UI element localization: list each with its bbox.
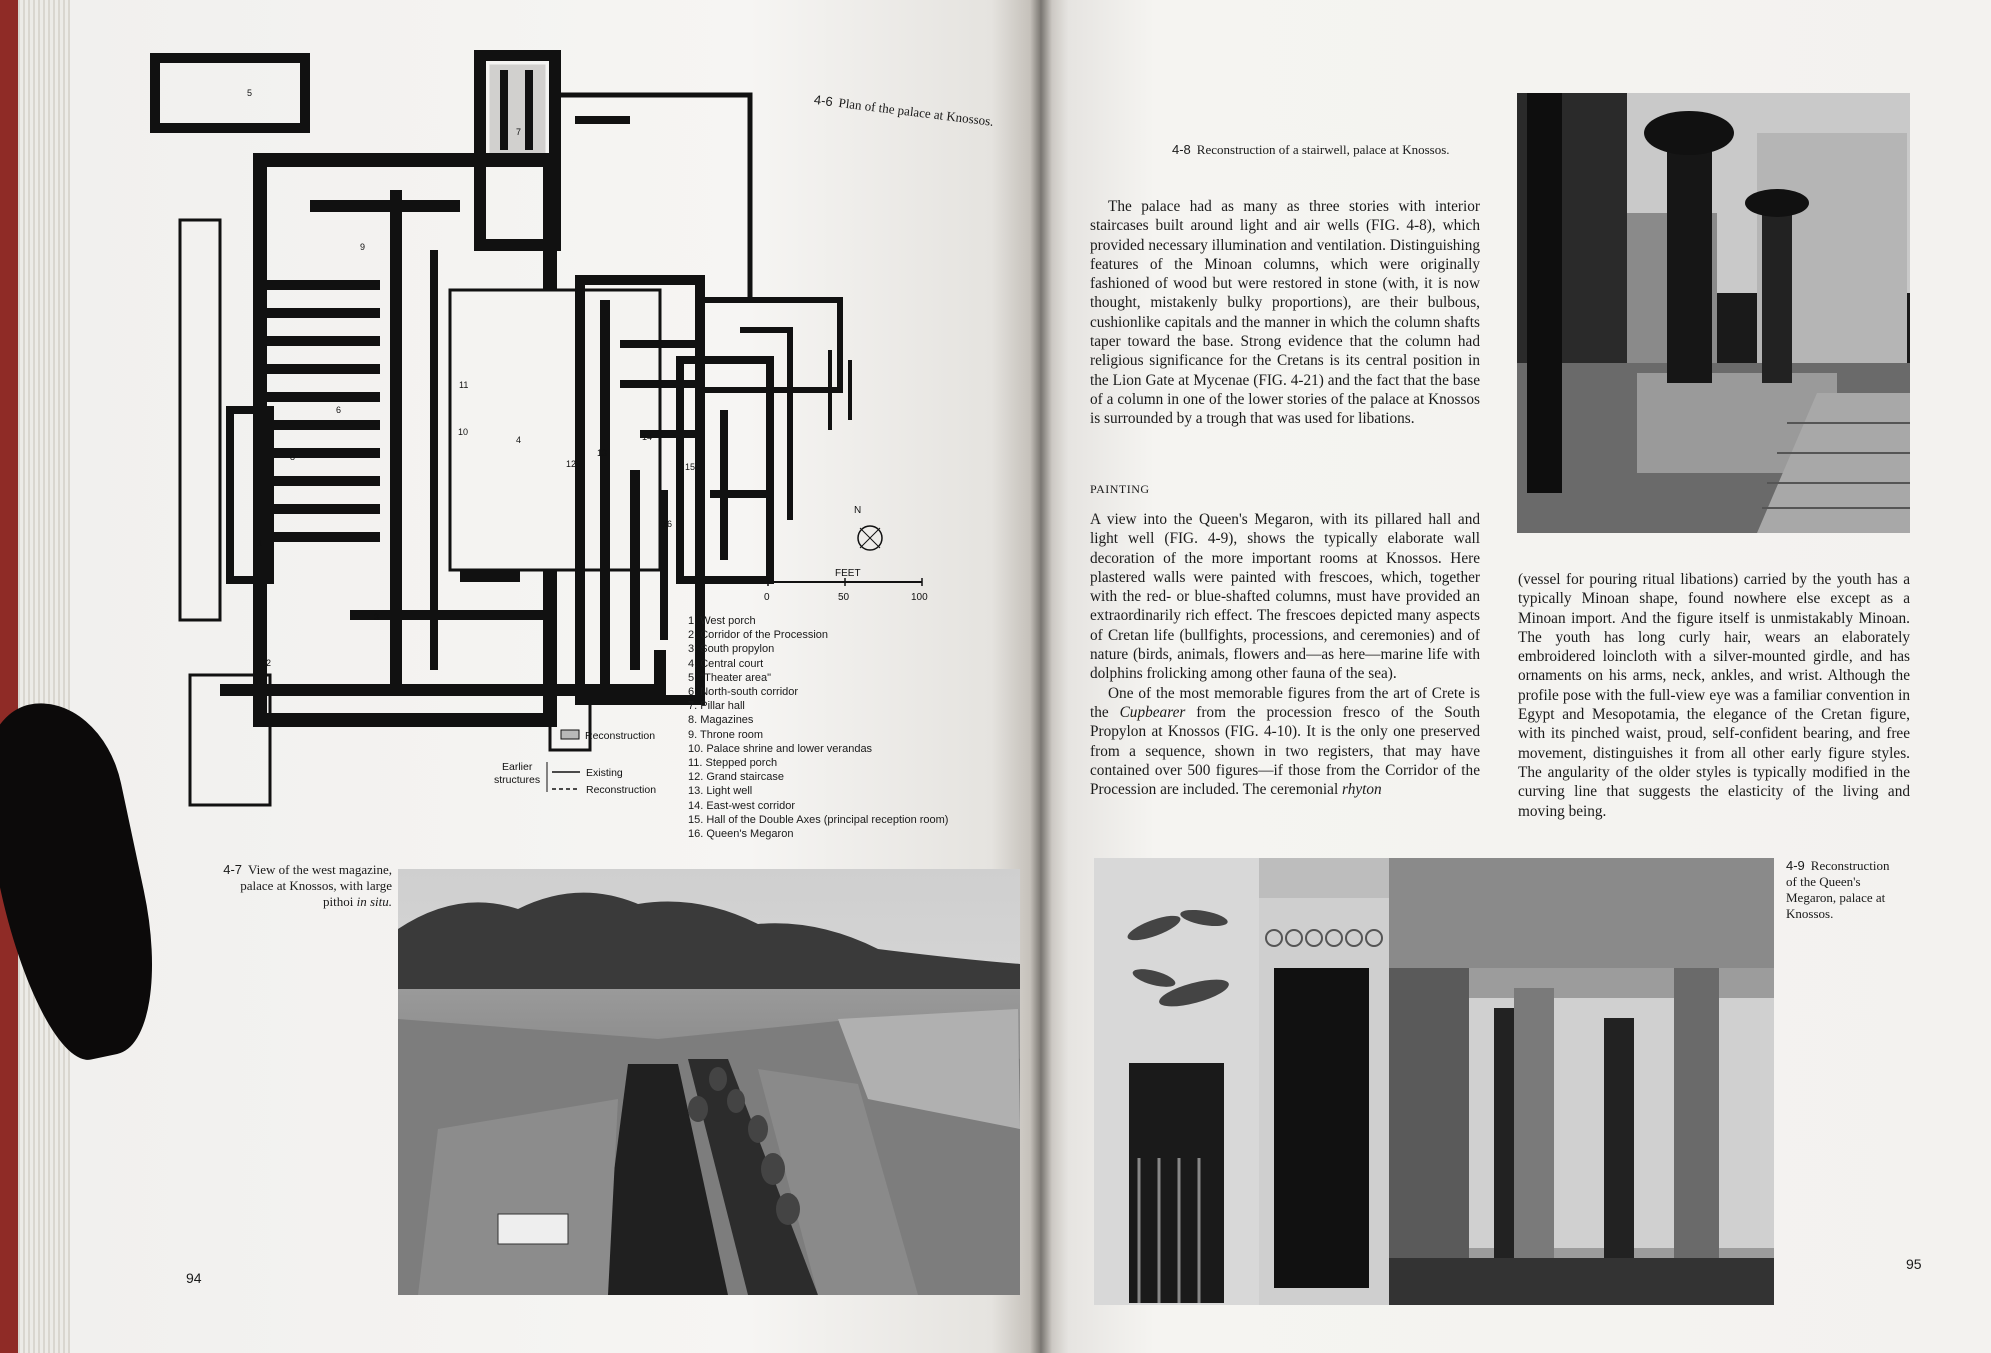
key-existing: Existing [586, 767, 623, 779]
key-reconstruction-dashed: Reconstruction [586, 784, 657, 796]
plan-number-10: 10 [458, 427, 469, 437]
legend-item: 8. Magazines [688, 714, 754, 727]
plan-number-9: 9 [360, 242, 366, 252]
stairwell-caption-text: Reconstruction of a stairwell, palace at Knossos. [1196, 142, 1450, 157]
scale-tick-100: 100 [911, 592, 928, 603]
plan-number-4: 4 [516, 435, 522, 445]
key-reconstruction: Reconstruction [585, 730, 656, 742]
magazine-caption-line1: View of the west magazine, [248, 862, 392, 877]
legend-item: 14. East-west corridor [688, 799, 795, 812]
plan-caption-number: 4-6 [813, 92, 834, 110]
plan-number-5: 5 [247, 88, 253, 98]
north-arrow-icon [854, 505, 882, 550]
scale-tick-50: 50 [838, 592, 850, 603]
legend-item: 7. Pillar hall [688, 700, 745, 713]
megaron-photo [1094, 858, 1774, 1305]
gutter-shadow [1030, 0, 1052, 1353]
plan-number-6: 6 [336, 405, 342, 415]
rhyton-italic: rhyton [1342, 781, 1382, 799]
legend-item: 6. North-south corridor [688, 686, 799, 699]
legend-item: 1. West porch [688, 615, 756, 627]
legend-item: 11. Stepped porch [688, 757, 778, 770]
megaron-caption-line4: Knossos. [1786, 906, 1834, 921]
paragraph-cupbearer-start: One of the most memorable figures from the art of Crete is the [1090, 684, 1480, 721]
stairwell-caption [1172, 142, 1450, 158]
legend-item: 12. Grand staircase [688, 771, 784, 784]
magazine-caption-line2: palace at Knossos, with large [240, 878, 392, 893]
legend-item: 4. Central court [688, 657, 764, 670]
svg-text:N: N [854, 505, 862, 516]
plan-number-3: 3 [374, 612, 380, 622]
book-cover-edge [0, 0, 18, 1353]
plan-number-2: 2 [266, 658, 272, 668]
plan-number-16: 16 [662, 519, 673, 529]
legend-item: 5. "Theater area" [688, 671, 772, 684]
stairwell-photo [1517, 93, 1910, 533]
legend-item: 2. Corridor of the Procession [688, 629, 829, 642]
page-number-right: 95 [1906, 1256, 1922, 1272]
megaron-caption-line2: of the Queen's [1786, 874, 1861, 889]
magazine-photo-caption [170, 862, 392, 910]
text-column-2 [1518, 570, 1910, 821]
page-number-left: 94 [186, 1270, 202, 1286]
plan-caption-text: Plan of the palace at Knossos. [837, 95, 995, 129]
plan-number-12: 12 [566, 459, 577, 469]
megaron-caption-line1: Reconstruction [1810, 858, 1890, 873]
magazine-caption-italic: in situ. [356, 894, 392, 909]
megaron-caption-line3: Megaron, palace at [1786, 890, 1886, 905]
plan-legend [688, 614, 948, 841]
plan-number-11: 11 [459, 380, 469, 390]
legend-item: 3. South propylon [688, 643, 775, 656]
legend-item: 16. Queen's Megaron [688, 828, 794, 841]
paragraph-cupbearer-end: from the procession fresco of the South Propylon at Knossos (FIG. 4-10). It is the only one preserved from a sequence, shown in two registers, that may have contained over 500 figures—if those from the Corridor of the Procession are included. The ceremonial [1090, 703, 1480, 799]
plan-number-8: 8 [290, 452, 296, 462]
stairwell-caption-number: 4-8 [1172, 142, 1191, 157]
megaron-caption [1786, 858, 1916, 922]
plan-number-7: 7 [516, 127, 522, 137]
plan-number-13: 13 [597, 448, 608, 458]
scale-unit: FEET [835, 568, 861, 579]
key-earlier-line2: structures [494, 774, 541, 786]
legend-item: 10. Palace shrine and lower verandas [688, 742, 873, 755]
plan-number-1: 1 [257, 538, 263, 548]
scale-bar [764, 568, 928, 603]
magazine-caption-line3: pithoi [323, 894, 354, 909]
cupbearer-italic: Cupbearer [1119, 703, 1186, 721]
text-column-1b [1090, 510, 1480, 799]
plan-key [494, 730, 656, 796]
west-magazine-photo [398, 869, 1020, 1295]
key-earlier-line1: Earlier [502, 761, 533, 773]
megaron-caption-number: 4-9 [1786, 858, 1805, 873]
plan-number-14: 14 [642, 432, 653, 442]
paragraph-stories: The palace had as many as three stories with interior staircases built around light and air wells (FIG. 4-8), which provided necessary illumination and ventilation. Distinguishing features of the Minoan columns, which were originally fashioned of wood but were restored in stone (with, it is now thought, mistakenly bulky proportions), are their bulbous, cushionlike capitals and the manner in which the column shafts taper toward the base. Strong evidence that the column had religious significance for the Cretans is its central position in the Lion Gate at Mycenae (FIG. 4-21) and the fact that the base of a column in one of the lower stories of the palace at Knossos is surrounded by a trough that was used for libations. [1090, 198, 1480, 428]
paragraph-megaron: A view into the Queen's Megaron, with its pillared hall and light well (FIG. 4-9), shows the typically elaborate wall decoration of the more important rooms at Knossos. Here plastered walls were painted with frescoes, which, together with the red- or blue-shafted columns, must have provided an extraordinarily rich effect. The frescoes depicted many aspects of Cretan life (bullfights, processions, and ceremonies) and of nature (birds, animals, flowers and—as here—marine life with dolphins frolicking among other fauna of the sea). [1090, 511, 1480, 683]
scale-tick-0: 0 [764, 592, 770, 603]
legend-item: 15. Hall of the Double Axes (principal reception room) [688, 813, 949, 826]
section-heading-painting: PAINTING [1090, 482, 1150, 496]
magazine-caption-number: 4-7 [223, 862, 243, 877]
plan-number-15: 15 [685, 462, 696, 472]
text-column-1 [1090, 197, 1480, 429]
paragraph-rhyton: (vessel for pouring ritual libations) carried by the youth has a typically Minoan shape, found nowhere else except as a Minoan import. And the figure itself is unmistakably Minoan. The youth has long curly hair, wears an elaborately embroidered loincloth with a silver-mounted girdle, and has ornaments on his arms, neck, ankles, and wrist. Although the profile pose with the full-view eye was a familiar convention in Egypt and Mesopotamia, the elegance of the Cretan figure, with its pinched waist, proud, self-confident bearing, and free movement, distinguishes it from all other early figure styles. The angularity of the older styles is typically modified in the curving line that suggests the elasticity of the living and moving being. [1518, 571, 1910, 820]
legend-item: 9. Throne room [688, 728, 764, 741]
legend-item: 13. Light well [688, 785, 753, 798]
